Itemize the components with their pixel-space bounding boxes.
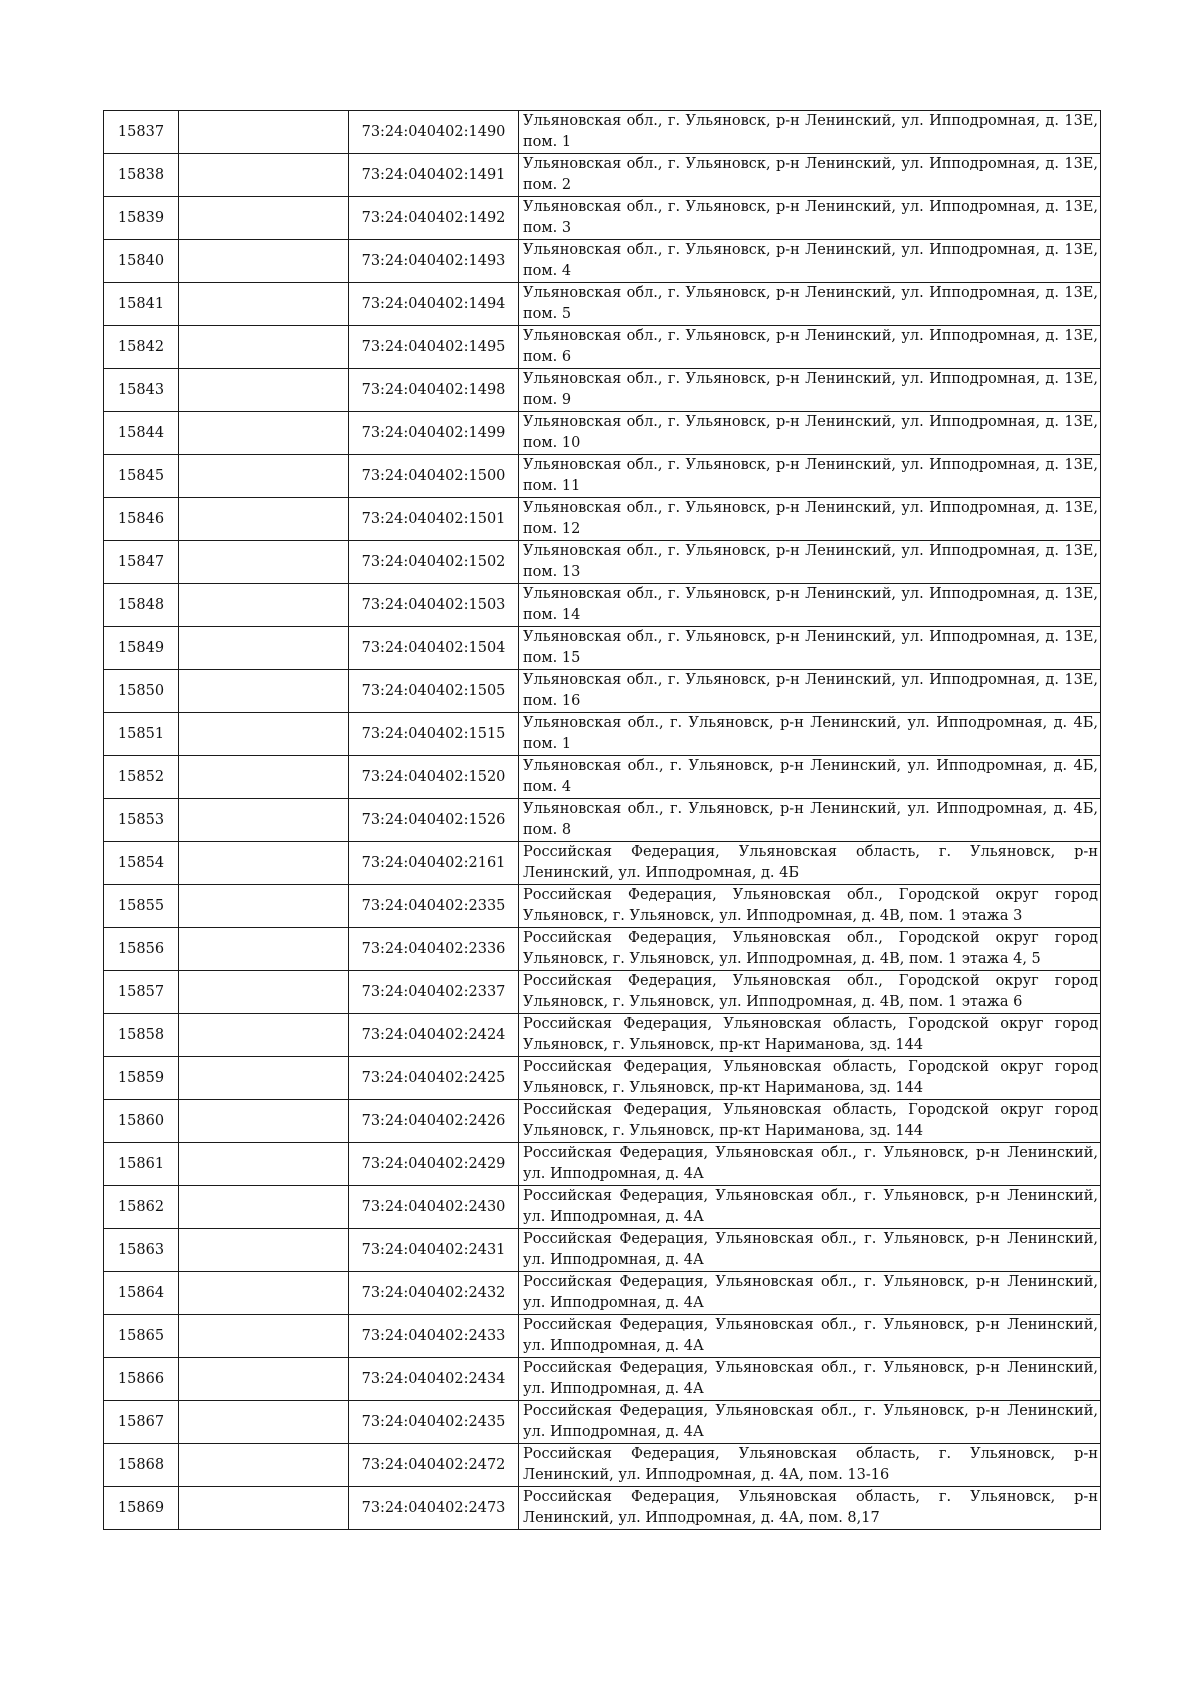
empty-cell	[179, 584, 349, 627]
empty-cell	[179, 1315, 349, 1358]
address-cell: Ульяновская обл., г. Ульяновск, р-н Ленинский, ул. Ипподромная, д. 13Е, пом. 12	[519, 498, 1101, 541]
row-number-cell: 15863	[104, 1229, 179, 1272]
empty-cell	[179, 197, 349, 240]
row-number-cell: 15853	[104, 799, 179, 842]
table-row	[104, 1315, 1101, 1358]
cadastral-number-cell: 73:24:040402:1501	[349, 498, 519, 541]
table-row	[104, 1143, 1101, 1186]
address-cell: Российская Федерация, Ульяновская обл., г. Ульяновск, р-н Ленинский, ул. Ипподромная, д. 4А	[519, 1315, 1101, 1358]
cadastral-number-cell: 73:24:040402:1515	[349, 713, 519, 756]
empty-cell	[179, 369, 349, 412]
cadastral-number-cell: 73:24:040402:2472	[349, 1444, 519, 1487]
empty-cell	[179, 713, 349, 756]
address-cell: Ульяновская обл., г. Ульяновск, р-н Ленинский, ул. Ипподромная, д. 13Е, пом. 13	[519, 541, 1101, 584]
table-row	[104, 627, 1101, 670]
address-cell: Российская Федерация, Ульяновская обл., г. Ульяновск, р-н Ленинский, ул. Ипподромная, д. 4А	[519, 1401, 1101, 1444]
table-row	[104, 1057, 1101, 1100]
row-number-cell: 15839	[104, 197, 179, 240]
row-number-cell: 15868	[104, 1444, 179, 1487]
table-row	[104, 154, 1101, 197]
cadastral-number-cell: 73:24:040402:1490	[349, 111, 519, 154]
address-cell: Российская Федерация, Ульяновская область, Городской округ город Ульяновск, г. Ульяновск, пр-кт Нариманова, зд. 144	[519, 1057, 1101, 1100]
empty-cell	[179, 1100, 349, 1143]
cadastral-number-cell: 73:24:040402:1503	[349, 584, 519, 627]
row-number-cell: 15854	[104, 842, 179, 885]
table-row	[104, 1487, 1101, 1530]
cadastral-number-cell: 73:24:040402:2161	[349, 842, 519, 885]
cadastral-number-cell: 73:24:040402:2424	[349, 1014, 519, 1057]
registry-table	[103, 110, 1101, 1530]
table-row	[104, 541, 1101, 584]
empty-cell	[179, 885, 349, 928]
empty-cell	[179, 1401, 349, 1444]
row-number-cell: 15850	[104, 670, 179, 713]
cadastral-number-cell: 73:24:040402:2335	[349, 885, 519, 928]
row-number-cell: 15857	[104, 971, 179, 1014]
cadastral-number-cell: 73:24:040402:2336	[349, 928, 519, 971]
row-number-cell: 15864	[104, 1272, 179, 1315]
empty-cell	[179, 326, 349, 369]
cadastral-number-cell: 73:24:040402:2473	[349, 1487, 519, 1530]
row-number-cell: 15845	[104, 455, 179, 498]
table-row	[104, 1272, 1101, 1315]
row-number-cell: 15848	[104, 584, 179, 627]
cadastral-number-cell: 73:24:040402:2425	[349, 1057, 519, 1100]
empty-cell	[179, 498, 349, 541]
cadastral-number-cell: 73:24:040402:2434	[349, 1358, 519, 1401]
row-number-cell: 15861	[104, 1143, 179, 1186]
empty-cell	[179, 1229, 349, 1272]
address-cell: Ульяновская обл., г. Ульяновск, р-н Ленинский, ул. Ипподромная, д. 4Б, пом. 4	[519, 756, 1101, 799]
address-cell: Российская Федерация, Ульяновская обл., г. Ульяновск, р-н Ленинский, ул. Ипподромная, д. 4А	[519, 1229, 1101, 1272]
empty-cell	[179, 412, 349, 455]
address-cell: Ульяновская обл., г. Ульяновск, р-н Ленинский, ул. Ипподромная, д. 13Е, пом. 3	[519, 197, 1101, 240]
table-row	[104, 498, 1101, 541]
table-row	[104, 412, 1101, 455]
cadastral-number-cell: 73:24:040402:1492	[349, 197, 519, 240]
row-number-cell: 15858	[104, 1014, 179, 1057]
empty-cell	[179, 799, 349, 842]
address-cell: Ульяновская обл., г. Ульяновск, р-н Ленинский, ул. Ипподромная, д. 13Е, пом. 16	[519, 670, 1101, 713]
cadastral-number-cell: 73:24:040402:1498	[349, 369, 519, 412]
table-row	[104, 584, 1101, 627]
row-number-cell: 15840	[104, 240, 179, 283]
empty-cell	[179, 1444, 349, 1487]
table-body	[104, 111, 1101, 1530]
empty-cell	[179, 283, 349, 326]
empty-cell	[179, 541, 349, 584]
cadastral-number-cell: 73:24:040402:1493	[349, 240, 519, 283]
address-cell: Российская Федерация, Ульяновская область, г. Ульяновск, р-н Ленинский, ул. Ипподромная, д. 4А, пом. 13-16	[519, 1444, 1101, 1487]
row-number-cell: 15859	[104, 1057, 179, 1100]
table-row	[104, 842, 1101, 885]
empty-cell	[179, 756, 349, 799]
table-row	[104, 799, 1101, 842]
row-number-cell: 15837	[104, 111, 179, 154]
row-number-cell: 15852	[104, 756, 179, 799]
table-row	[104, 240, 1101, 283]
table-row	[104, 111, 1101, 154]
address-cell: Российская Федерация, Ульяновская область, г. Ульяновск, р-н Ленинский, ул. Ипподромная, д. 4А, пом. 8,17	[519, 1487, 1101, 1530]
empty-cell	[179, 455, 349, 498]
empty-cell	[179, 1358, 349, 1401]
address-cell: Российская Федерация, Ульяновская обл., г. Ульяновск, р-н Ленинский, ул. Ипподромная, д. 4А	[519, 1186, 1101, 1229]
address-cell: Ульяновская обл., г. Ульяновск, р-н Ленинский, ул. Ипподромная, д. 13Е, пом. 2	[519, 154, 1101, 197]
cadastral-number-cell: 73:24:040402:1526	[349, 799, 519, 842]
cadastral-number-cell: 73:24:040402:1500	[349, 455, 519, 498]
table-row	[104, 283, 1101, 326]
cadastral-number-cell: 73:24:040402:2429	[349, 1143, 519, 1186]
table-row	[104, 1401, 1101, 1444]
table-row	[104, 1014, 1101, 1057]
table-row	[104, 670, 1101, 713]
empty-cell	[179, 842, 349, 885]
address-cell: Ульяновская обл., г. Ульяновск, р-н Ленинский, ул. Ипподромная, д. 13Е, пом. 14	[519, 584, 1101, 627]
address-cell: Ульяновская обл., г. Ульяновск, р-н Ленинский, ул. Ипподромная, д. 13Е, пом. 15	[519, 627, 1101, 670]
empty-cell	[179, 1272, 349, 1315]
table-row	[104, 1186, 1101, 1229]
cadastral-number-cell: 73:24:040402:2426	[349, 1100, 519, 1143]
address-cell: Ульяновская обл., г. Ульяновск, р-н Ленинский, ул. Ипподромная, д. 13Е, пом. 9	[519, 369, 1101, 412]
address-cell: Российская Федерация, Ульяновская обл., Городской округ город Ульяновск, г. Ульяновск, ул. Ипподромная, д. 4В, пом. 1 этажа 3	[519, 885, 1101, 928]
row-number-cell: 15855	[104, 885, 179, 928]
row-number-cell: 15862	[104, 1186, 179, 1229]
address-cell: Ульяновская обл., г. Ульяновск, р-н Ленинский, ул. Ипподромная, д. 13Е, пом. 10	[519, 412, 1101, 455]
empty-cell	[179, 154, 349, 197]
empty-cell	[179, 1487, 349, 1530]
row-number-cell: 15866	[104, 1358, 179, 1401]
table-row	[104, 197, 1101, 240]
cadastral-number-cell: 73:24:040402:1520	[349, 756, 519, 799]
table-row	[104, 326, 1101, 369]
table-row	[104, 756, 1101, 799]
cadastral-number-cell: 73:24:040402:1499	[349, 412, 519, 455]
cadastral-number-cell: 73:24:040402:1494	[349, 283, 519, 326]
empty-cell	[179, 928, 349, 971]
cadastral-number-cell: 73:24:040402:2435	[349, 1401, 519, 1444]
address-cell: Российская Федерация, Ульяновская обл., Городской округ город Ульяновск, г. Ульяновск, ул. Ипподромная, д. 4В, пом. 1 этажа 6	[519, 971, 1101, 1014]
address-cell: Российская Федерация, Ульяновская область, Городской округ город Ульяновск, г. Ульяновск, пр-кт Нариманова, зд. 144	[519, 1014, 1101, 1057]
address-cell: Российская Федерация, Ульяновская обл., Городской округ город Ульяновск, г. Ульяновск, ул. Ипподромная, д. 4В, пом. 1 этажа 4, 5	[519, 928, 1101, 971]
row-number-cell: 15867	[104, 1401, 179, 1444]
row-number-cell: 15865	[104, 1315, 179, 1358]
table-row	[104, 1444, 1101, 1487]
table-row	[104, 1358, 1101, 1401]
empty-cell	[179, 111, 349, 154]
table-row	[104, 971, 1101, 1014]
row-number-cell: 15869	[104, 1487, 179, 1530]
table-row	[104, 1100, 1101, 1143]
cadastral-number-cell: 73:24:040402:1491	[349, 154, 519, 197]
cadastral-number-cell: 73:24:040402:1495	[349, 326, 519, 369]
cadastral-number-cell: 73:24:040402:2433	[349, 1315, 519, 1358]
table-row	[104, 928, 1101, 971]
address-cell: Ульяновская обл., г. Ульяновск, р-н Ленинский, ул. Ипподромная, д. 13Е, пом. 1	[519, 111, 1101, 154]
address-cell: Ульяновская обл., г. Ульяновск, р-н Ленинский, ул. Ипподромная, д. 13Е, пом. 5	[519, 283, 1101, 326]
row-number-cell: 15838	[104, 154, 179, 197]
address-cell: Ульяновская обл., г. Ульяновск, р-н Ленинский, ул. Ипподромная, д. 13Е, пом. 4	[519, 240, 1101, 283]
empty-cell	[179, 627, 349, 670]
empty-cell	[179, 971, 349, 1014]
cadastral-number-cell: 73:24:040402:2337	[349, 971, 519, 1014]
row-number-cell: 15844	[104, 412, 179, 455]
table-row	[104, 713, 1101, 756]
cadastral-number-cell: 73:24:040402:2431	[349, 1229, 519, 1272]
table-row	[104, 885, 1101, 928]
empty-cell	[179, 1186, 349, 1229]
row-number-cell: 15860	[104, 1100, 179, 1143]
cadastral-number-cell: 73:24:040402:1505	[349, 670, 519, 713]
address-cell: Российская Федерация, Ульяновская обл., г. Ульяновск, р-н Ленинский, ул. Ипподромная, д. 4А	[519, 1272, 1101, 1315]
address-cell: Российская Федерация, Ульяновская область, г. Ульяновск, р-н Ленинский, ул. Ипподромная, д. 4Б	[519, 842, 1101, 885]
empty-cell	[179, 240, 349, 283]
empty-cell	[179, 1057, 349, 1100]
cadastral-number-cell: 73:24:040402:2432	[349, 1272, 519, 1315]
row-number-cell: 15847	[104, 541, 179, 584]
address-cell: Ульяновская обл., г. Ульяновск, р-н Ленинский, ул. Ипподромная, д. 4Б, пом. 8	[519, 799, 1101, 842]
row-number-cell: 15846	[104, 498, 179, 541]
empty-cell	[179, 1014, 349, 1057]
row-number-cell: 15849	[104, 627, 179, 670]
row-number-cell: 15843	[104, 369, 179, 412]
row-number-cell: 15856	[104, 928, 179, 971]
address-cell: Ульяновская обл., г. Ульяновск, р-н Ленинский, ул. Ипподромная, д. 4Б, пом. 1	[519, 713, 1101, 756]
cadastral-number-cell: 73:24:040402:1504	[349, 627, 519, 670]
row-number-cell: 15841	[104, 283, 179, 326]
table-row	[104, 455, 1101, 498]
table-row	[104, 1229, 1101, 1272]
table-row	[104, 369, 1101, 412]
address-cell: Российская Федерация, Ульяновская обл., г. Ульяновск, р-н Ленинский, ул. Ипподромная, д. 4А	[519, 1358, 1101, 1401]
cadastral-number-cell: 73:24:040402:2430	[349, 1186, 519, 1229]
row-number-cell: 15851	[104, 713, 179, 756]
empty-cell	[179, 670, 349, 713]
row-number-cell: 15842	[104, 326, 179, 369]
cadastral-number-cell: 73:24:040402:1502	[349, 541, 519, 584]
address-cell: Российская Федерация, Ульяновская область, Городской округ город Ульяновск, г. Ульяновск, пр-кт Нариманова, зд. 144	[519, 1100, 1101, 1143]
address-cell: Российская Федерация, Ульяновская обл., г. Ульяновск, р-н Ленинский, ул. Ипподромная, д. 4А	[519, 1143, 1101, 1186]
address-cell: Ульяновская обл., г. Ульяновск, р-н Ленинский, ул. Ипподромная, д. 13Е, пом. 6	[519, 326, 1101, 369]
address-cell: Ульяновская обл., г. Ульяновск, р-н Ленинский, ул. Ипподромная, д. 13Е, пом. 11	[519, 455, 1101, 498]
empty-cell	[179, 1143, 349, 1186]
